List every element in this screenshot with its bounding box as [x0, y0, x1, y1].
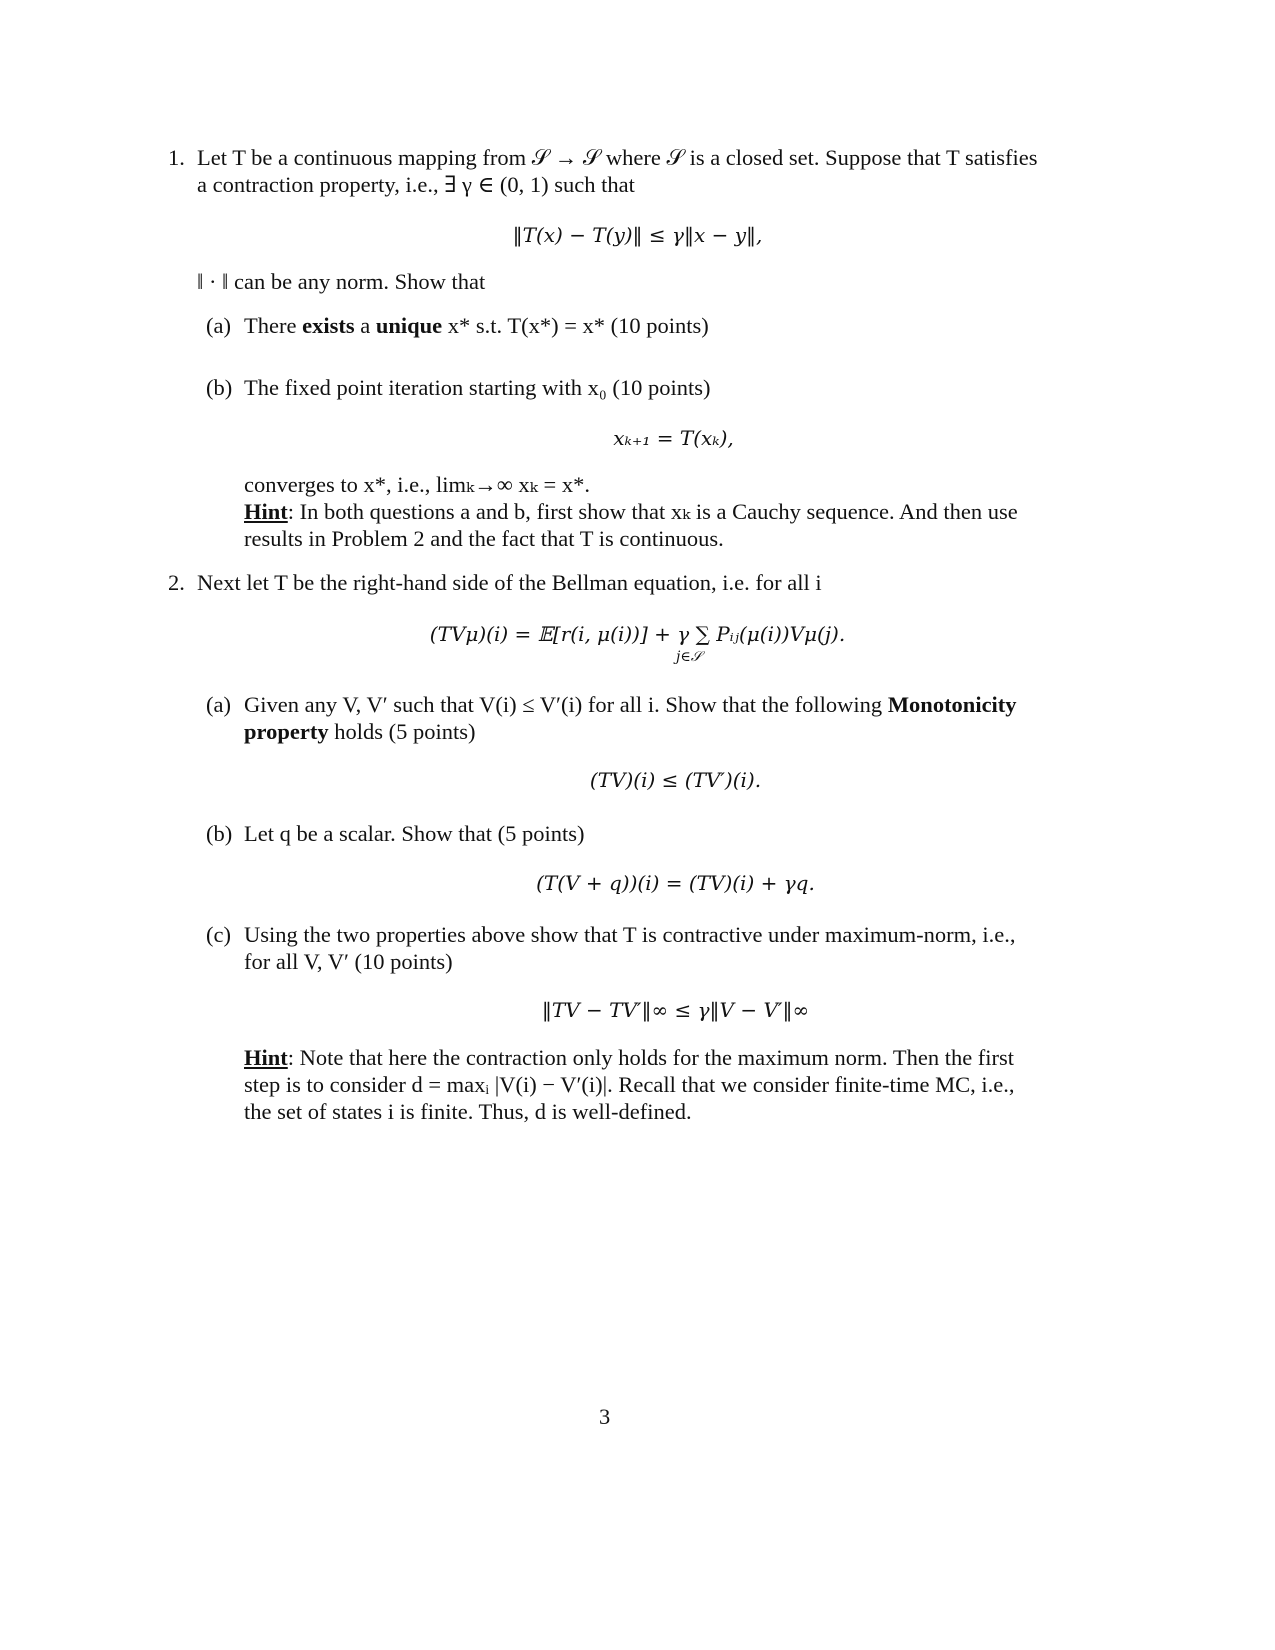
hint-label-2: Hint — [244, 1045, 288, 1070]
problem-2b-label: (b) — [206, 821, 233, 846]
problem-2c-line1: Using the two properties above show that T is contractive under maximum-norm, i.e., — [244, 922, 1016, 947]
problem-2-hint-line2: step is to consider d = maxᵢ |V(i) − V′(i)|. Recall that we consider finite-time MC, i.e., — [244, 1072, 1015, 1097]
problem-2a-line1: Given any V, V′ such that V(i) ≤ V′(i) for all i. Show that the following Monotonicity — [244, 692, 1017, 717]
fixed-point-iteration-equation: xₖ₊₁ = T(xₖ), — [613, 426, 734, 450]
unique-bold: unique — [375, 313, 443, 338]
problem-2-number: 2. — [168, 570, 185, 595]
bellman-equation: (TVμ)(i) = 𝔼[r(i, μ(i))] + γ ∑ Pᵢⱼ(μ(i))Vμ(j). — [429, 622, 846, 646]
problem-2-hint-line3: the set of states i is finite. Thus, d is well-defined. — [244, 1099, 692, 1124]
problem-2a-line2: property holds (5 points) — [244, 719, 476, 744]
problem-1-number: 1. — [168, 145, 185, 170]
problem-2c-line2: for all V, V′ (10 points) — [244, 949, 453, 974]
convergence-statement: converges to x*, i.e., limₖ→∞ xₖ = x*. — [244, 472, 590, 497]
problem-1b-label: (b) — [206, 375, 233, 400]
contraction-equation: ‖T(x) − T(y)‖ ≤ γ‖x − y‖, — [512, 223, 763, 247]
scalar-shift-equation: (T(V + q))(i) = (TV)(i) + γq. — [536, 871, 815, 895]
monotonicity-equation: (TV)(i) ≤ (TV′)(i). — [589, 768, 762, 792]
problem-2c-label: (c) — [206, 922, 231, 947]
problem-2b-text: Let q be a scalar. Show that (5 points) — [244, 821, 585, 846]
norm-statement: ‖ · ‖ can be any norm. Show that — [197, 269, 486, 294]
problem-1-intro-line2: a contraction property, i.e., ∃ γ ∈ (0, 1) such that — [197, 172, 635, 197]
problem-1-intro-line1: Let T be a continuous mapping from 𝒮 → 𝒮 where 𝒮 is a closed set. Suppose that T satisfies — [197, 145, 1038, 170]
problem-1b-text: The fixed point iteration starting with x₀ (10 points) — [244, 375, 711, 400]
hint-label: Hint — [244, 499, 288, 524]
problem-1-hint-line2: results in Problem 2 and the fact that T is continuous. — [244, 526, 724, 551]
problem-1-hint-line1: Hint: In both questions a and b, first show that xₖ is a Cauchy sequence. And then use — [244, 499, 1018, 524]
problem-2a-label: (a) — [206, 692, 231, 717]
bellman-sum-subscript: j∈𝒮 — [676, 649, 702, 665]
page-number: 3 — [599, 1404, 611, 1429]
max-norm-contraction-equation: ‖TV − TV′‖∞ ≤ γ‖V − V′‖∞ — [541, 998, 810, 1022]
problem-2-hint-line1: Hint: Note that here the contraction only holds for the maximum norm. Then the first — [244, 1045, 1015, 1070]
problem-1a-label: (a) — [206, 313, 231, 338]
problem-2-intro: Next let T be the right-hand side of the Bellman equation, i.e. for all i — [197, 570, 822, 595]
property-bold: property — [244, 719, 329, 744]
monotonicity-bold: Monotonicity — [887, 692, 1017, 717]
exists-bold: exists — [302, 313, 355, 338]
problem-1a-text: There exists a unique x* s.t. T(x*) = x* (10 points) — [244, 313, 709, 338]
